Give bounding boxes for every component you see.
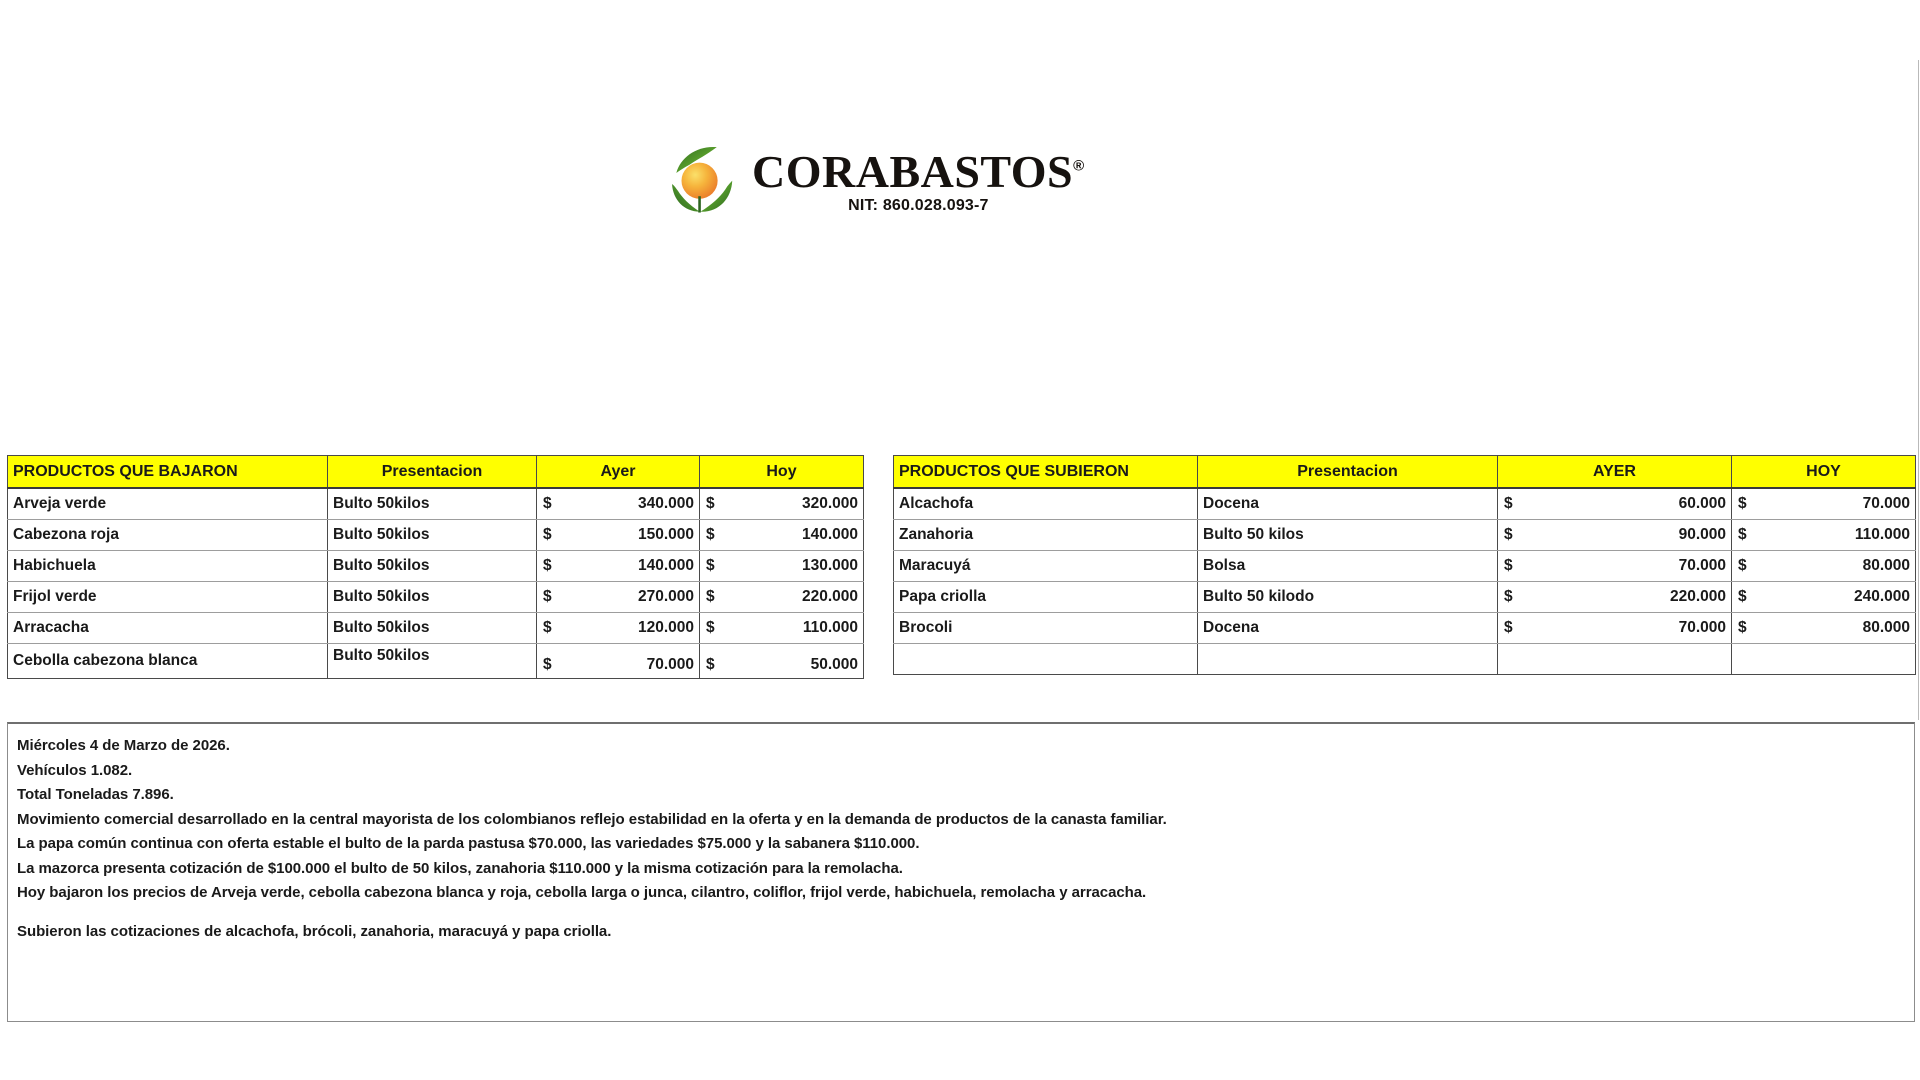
column-header-ayer: Ayer — [537, 456, 700, 489]
table-row — [8, 520, 864, 551]
daily-report-notes-panel — [7, 722, 1915, 1022]
currency-symbol: $ — [1504, 557, 1513, 574]
currency-symbol: $ — [543, 656, 552, 673]
cell-producto: Cebolla cabezona blanca — [8, 644, 328, 679]
cell-hoy — [1732, 644, 1916, 675]
cell-ayer-value: 150.000 — [637, 526, 694, 543]
cell-presentacion: Bulto 50 kilos — [1198, 520, 1498, 551]
cell-presentacion: Bulto 50 kilodo — [1198, 582, 1498, 613]
notes-corn-prices: La mazorca presenta cotización de $100.000 el bulto de 50 kilos, zanahoria $110.000 y la misma cotización para la remolacha. — [17, 859, 903, 877]
cell-hoy-value: 50.000 — [810, 656, 858, 673]
cell-hoy-value: 110.000 — [802, 619, 858, 636]
cell-producto: Maracuyá — [894, 551, 1198, 582]
currency-symbol: $ — [706, 526, 715, 543]
currency-symbol: $ — [706, 656, 715, 673]
column-header-hoy: Hoy — [700, 456, 864, 489]
cell-hoy — [700, 520, 864, 551]
cell-ayer — [537, 488, 700, 520]
currency-symbol: $ — [1738, 588, 1747, 605]
cell-ayer-value: 220.000 — [1669, 588, 1726, 605]
cell-ayer-value: 270.000 — [637, 588, 694, 605]
currency-symbol: $ — [706, 619, 715, 636]
notes-prices-up: Subieron las cotizaciones de alcachofa, brócoli, zanahoria, maracuyá y papa criolla. — [17, 922, 612, 940]
currency-symbol: $ — [543, 495, 552, 512]
cell-hoy-value: 130.000 — [801, 557, 858, 574]
currency-symbol: $ — [1504, 588, 1513, 605]
cell-hoy-value: 320.000 — [801, 495, 858, 512]
table-row — [894, 520, 1916, 551]
cell-presentacion: Docena — [1198, 488, 1498, 520]
currency-symbol: $ — [1504, 526, 1513, 543]
cell-presentacion: Bulto 50kilos — [328, 582, 537, 613]
table-row — [894, 488, 1916, 520]
currency-symbol: $ — [1738, 526, 1747, 543]
cell-producto: Cabezona roja — [8, 520, 328, 551]
cell-producto: Zanahoria — [894, 520, 1198, 551]
cell-presentacion: Bolsa — [1198, 551, 1498, 582]
table-row — [8, 613, 864, 644]
cell-hoy — [700, 488, 864, 520]
table-row — [8, 551, 864, 582]
cell-producto: Alcachofa — [894, 488, 1198, 520]
currency-symbol: $ — [1738, 495, 1747, 512]
logo-nit-text: NIT: 860.028.093-7 — [848, 196, 989, 214]
cell-hoy-value: 240.000 — [1853, 588, 1910, 605]
notes-total-tons: Total Toneladas 7.896. — [17, 786, 174, 803]
notes-potato-prices: La papa común continua con oferta estable el bulto de la parda pastusa $70.000, las variedades $75.000 y la sabanera $110.000. — [17, 835, 920, 852]
cell-producto: Habichuela — [8, 551, 328, 582]
logo-wordmark — [752, 145, 1085, 197]
table-row-empty — [894, 644, 1916, 675]
cell-ayer — [1498, 644, 1732, 675]
cell-ayer — [537, 551, 700, 582]
table-row — [8, 488, 864, 520]
notes-vehicles-count: Vehículos 1.082. — [17, 761, 133, 779]
logo-brand-text: CORABASTOS — [752, 145, 1074, 197]
cell-hoy-value: 140.000 — [801, 526, 858, 543]
page-right-edge-rule — [1918, 60, 1919, 720]
cell-producto — [894, 644, 1198, 675]
cell-ayer — [537, 644, 700, 679]
cell-hoy-value: 110.000 — [1854, 526, 1910, 543]
cell-ayer-value: 140.000 — [637, 557, 694, 574]
cell-hoy — [700, 582, 864, 613]
cell-hoy — [700, 613, 864, 644]
cell-producto: Arveja verde — [8, 488, 328, 520]
cell-presentacion: Bulto 50kilos — [328, 613, 537, 644]
table-row — [8, 582, 864, 613]
cell-hoy — [1732, 551, 1916, 582]
currency-symbol: $ — [1738, 557, 1747, 574]
cell-presentacion — [1198, 644, 1498, 675]
cell-producto: Brocoli — [894, 613, 1198, 644]
cell-hoy — [700, 551, 864, 582]
cell-ayer — [1498, 520, 1732, 551]
table-row — [894, 582, 1916, 613]
currency-symbol: $ — [1504, 495, 1513, 512]
currency-symbol: $ — [1738, 619, 1747, 636]
cell-hoy-value: 80.000 — [1862, 557, 1910, 574]
cell-ayer — [537, 582, 700, 613]
cell-hoy — [1732, 582, 1916, 613]
cell-ayer — [1498, 582, 1732, 613]
notes-market-movement: Movimiento comercial desarrollado en la central mayorista de los colombianos reflejo estabilidad en la oferta y en la demanda de productos de la canasta familiar. — [17, 810, 1167, 828]
cell-ayer-value: 70.000 — [1678, 557, 1726, 574]
cell-hoy-value: 70.000 — [1862, 495, 1910, 512]
cell-ayer-value: 70.000 — [1678, 619, 1726, 636]
cell-producto: Arracacha — [8, 613, 328, 644]
cell-ayer — [1498, 488, 1732, 520]
notes-date: Miércoles 4 de Marzo de 2026. — [17, 737, 230, 754]
corabastos-logo — [660, 136, 1085, 222]
currency-symbol: $ — [706, 557, 715, 574]
cell-ayer-value: 340.000 — [637, 495, 694, 512]
cell-ayer — [1498, 551, 1732, 582]
cell-ayer-value: 90.000 — [1678, 526, 1726, 543]
cell-ayer — [537, 613, 700, 644]
currency-symbol: $ — [543, 588, 552, 605]
cell-ayer — [537, 520, 700, 551]
currency-symbol: $ — [1504, 619, 1513, 636]
table-header-row — [8, 456, 864, 489]
column-header-hoy: HOY — [1732, 456, 1916, 489]
cell-producto: Frijol verde — [8, 582, 328, 613]
cell-ayer-value: 70.000 — [646, 656, 694, 673]
cell-hoy — [700, 644, 864, 679]
cell-presentacion: Bulto 50kilos — [328, 551, 537, 582]
table-productos-que-subieron — [893, 455, 1916, 675]
cell-hoy — [1732, 613, 1916, 644]
cell-presentacion: Bulto 50kilos — [328, 644, 537, 679]
cell-ayer-value: 120.000 — [637, 619, 694, 636]
currency-symbol: $ — [706, 495, 715, 512]
table-header-row — [894, 456, 1916, 489]
currency-symbol: $ — [543, 619, 552, 636]
table-productos-que-bajaron — [7, 455, 864, 679]
currency-symbol: $ — [543, 526, 552, 543]
registered-trademark-icon: ® — [1073, 157, 1085, 175]
table-row — [8, 644, 864, 679]
corabastos-leaf-fruit-logo-icon — [660, 136, 746, 222]
cell-ayer-value: 60.000 — [1678, 495, 1726, 512]
column-header-presentacion: Presentacion — [328, 456, 537, 489]
cell-producto: Papa criolla — [894, 582, 1198, 613]
column-header-producto: PRODUCTOS QUE BAJARON — [8, 456, 328, 489]
table-row — [894, 551, 1916, 582]
cell-ayer — [1498, 613, 1732, 644]
column-header-ayer: AYER — [1498, 456, 1732, 489]
cell-presentacion: Bulto 50kilos — [328, 520, 537, 551]
cell-hoy — [1732, 488, 1916, 520]
currency-symbol: $ — [706, 588, 715, 605]
cell-hoy — [1732, 520, 1916, 551]
cell-hoy-value: 220.000 — [801, 588, 858, 605]
currency-symbol: $ — [543, 557, 552, 574]
cell-hoy-value: 80.000 — [1862, 619, 1910, 636]
column-header-presentacion: Presentacion — [1198, 456, 1498, 489]
notes-prices-down: Hoy bajaron los precios de Arveja verde, cebolla cabezona blanca y roja, cebolla larga o junca, cilantro, coliflor, frijol verde, habichuela, remolacha y arracacha. — [17, 884, 1147, 901]
cell-presentacion: Docena — [1198, 613, 1498, 644]
table-row — [894, 613, 1916, 644]
column-header-producto: PRODUCTOS QUE SUBIERON — [894, 456, 1198, 489]
cell-presentacion: Bulto 50kilos — [328, 488, 537, 520]
